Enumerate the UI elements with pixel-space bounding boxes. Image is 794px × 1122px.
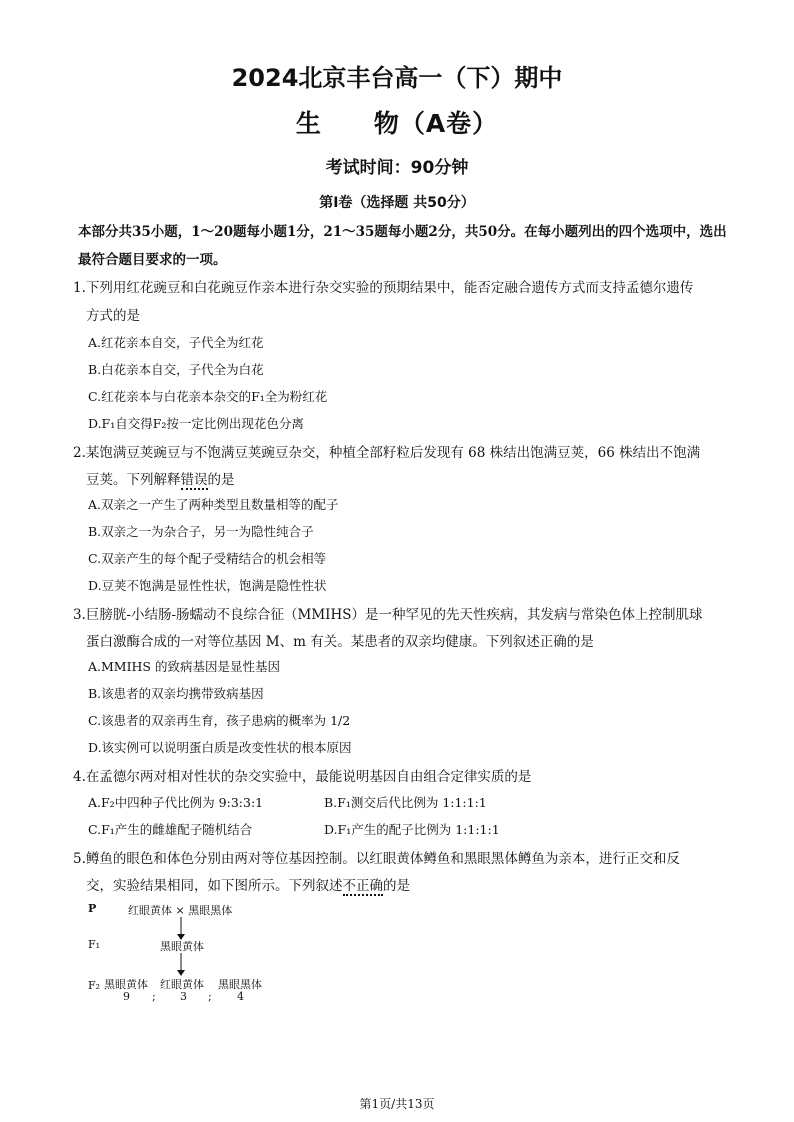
q1-stem-line1: 1.下列用红花豌豆和白花豌豆作亲本进行杂交实验的预期结果中，能否定融合遗传方式而支持孟德尔遗传	[73, 280, 694, 296]
q1-option-d: D.F₁自交得F₂按一定比例出现花色分离	[88, 416, 304, 431]
diagram-f2-phenotype-1: 黑眼黄体	[104, 978, 148, 991]
q3-option-d: D.该实例可以说明蛋白质是改变性状的根本原因	[88, 740, 352, 755]
diagram-f2-label: F₂	[88, 979, 101, 992]
diagram-parents: 红眼黄体 × 黑眼黑体	[128, 904, 233, 917]
diagram-f1-label: F₁	[88, 938, 101, 951]
diagram-p-label: P	[88, 902, 97, 915]
q2-stem-line1: 2.某饱满豆荚豌豆与不饱满豆荚豌豆杂交，种植全部籽粒后发现有 68 株结出饱满豆荚，66 株结出不饱满	[73, 445, 701, 461]
q4-option-b: B.F₁测交后代比例为 1:1:1:1	[324, 795, 487, 810]
q4-option-c: C.F₁产生的雌雄配子随机结合	[88, 822, 253, 837]
q1-option-a: A.红花亲本自交，子代全为红花	[88, 335, 264, 350]
arrow-down-icon	[175, 953, 187, 977]
diagram-ratio-sep-1: ;	[152, 990, 156, 1003]
q3-stem-line2: 蛋白激酶合成的一对等位基因 M、m 有关。某患者的双亲均健康。下列叙述正确的是	[86, 634, 594, 650]
exam-time: 考试时间：90分钟	[325, 158, 469, 178]
diagram-f2-phenotype-2: 红眼黄体	[160, 978, 204, 991]
diagram-ratio-sep-2: ;	[208, 990, 212, 1003]
q3-option-a: A.MMIHS 的致病基因是显性基因	[88, 659, 280, 674]
q1-stem-line2: 方式的是	[86, 308, 140, 324]
q3-stem-line1: 3.巨膀胱-小结肠-肠蠕动不良综合征（MMIHS）是一种罕见的先天性疾病，其发病与常染色体上控制肌球	[73, 607, 703, 623]
diagram-f1: 黑眼黄体	[160, 940, 204, 953]
subject-title: 生 物（A卷）	[295, 109, 499, 138]
q4-option-a: A.F₂中四种子代比例为 9:3:3:1	[88, 795, 264, 810]
diagram-ratio-2: 3	[180, 990, 187, 1003]
q2-option-b: B.双亲之一为杂合子，另一为隐性纯合子	[88, 524, 314, 539]
diagram-ratio-1: 9	[123, 990, 130, 1003]
section-title: 第Ⅰ卷（选择题 共50分）	[319, 195, 475, 211]
q1-option-b: B.白花亲本自交，子代全为白花	[88, 362, 264, 377]
q2-option-c: C.双亲产生的每个配子受精结合的机会相等	[88, 551, 327, 566]
page-footer: 第1页/共13页	[359, 1097, 435, 1111]
q2-option-a: A.双亲之一产生了两种类型且数量相等的配子	[88, 497, 339, 512]
q5-emphasis: 不正确	[342, 878, 383, 894]
q4-stem: 4.在孟德尔两对相对性状的杂交实验中，最能说明基因自由组合定律实质的是	[73, 769, 532, 785]
q3-option-b: B.该患者的双亲均携带致病基因	[88, 686, 264, 701]
q4-option-d: D.F₁产生的配子比例为 1:1:1:1	[324, 822, 500, 837]
q2-option-d: D.豆荚不饱满是显性性状，饱满是隐性性状	[88, 578, 327, 593]
q1-option-c: C.红花亲本与白花亲本杂交的F₁全为粉红花	[88, 389, 328, 404]
q2-emphasis: 错误	[180, 472, 208, 488]
exam-title: 2024北京丰台高一（下）期中	[231, 64, 563, 92]
q2-stem-line2: 豆荚。下列解释错误的是	[86, 472, 235, 488]
diagram-ratio-3: 4	[237, 990, 244, 1003]
q3-option-c: C.该患者的双亲再生育，孩子患病的概率为 1/2	[88, 713, 351, 728]
section-intro: 本部分共35小题，1～20题每小题1分，21～35题每小题2分，共50分。在每小题列出的四个选项中，选出最符合题目要求的一项。	[78, 224, 727, 268]
q5-stem-line1: 5.鳟鱼的眼色和体色分别由两对等位基因控制。以红眼黄体鳟鱼和黑眼黑体鳟鱼为亲本，进行正交和反	[73, 851, 680, 867]
diagram-f2-phenotype-3: 黑眼黑体	[218, 978, 262, 991]
q5-stem-line2: 交，实验结果相同，如下图所示。下列叙述不正确的是	[86, 878, 410, 894]
